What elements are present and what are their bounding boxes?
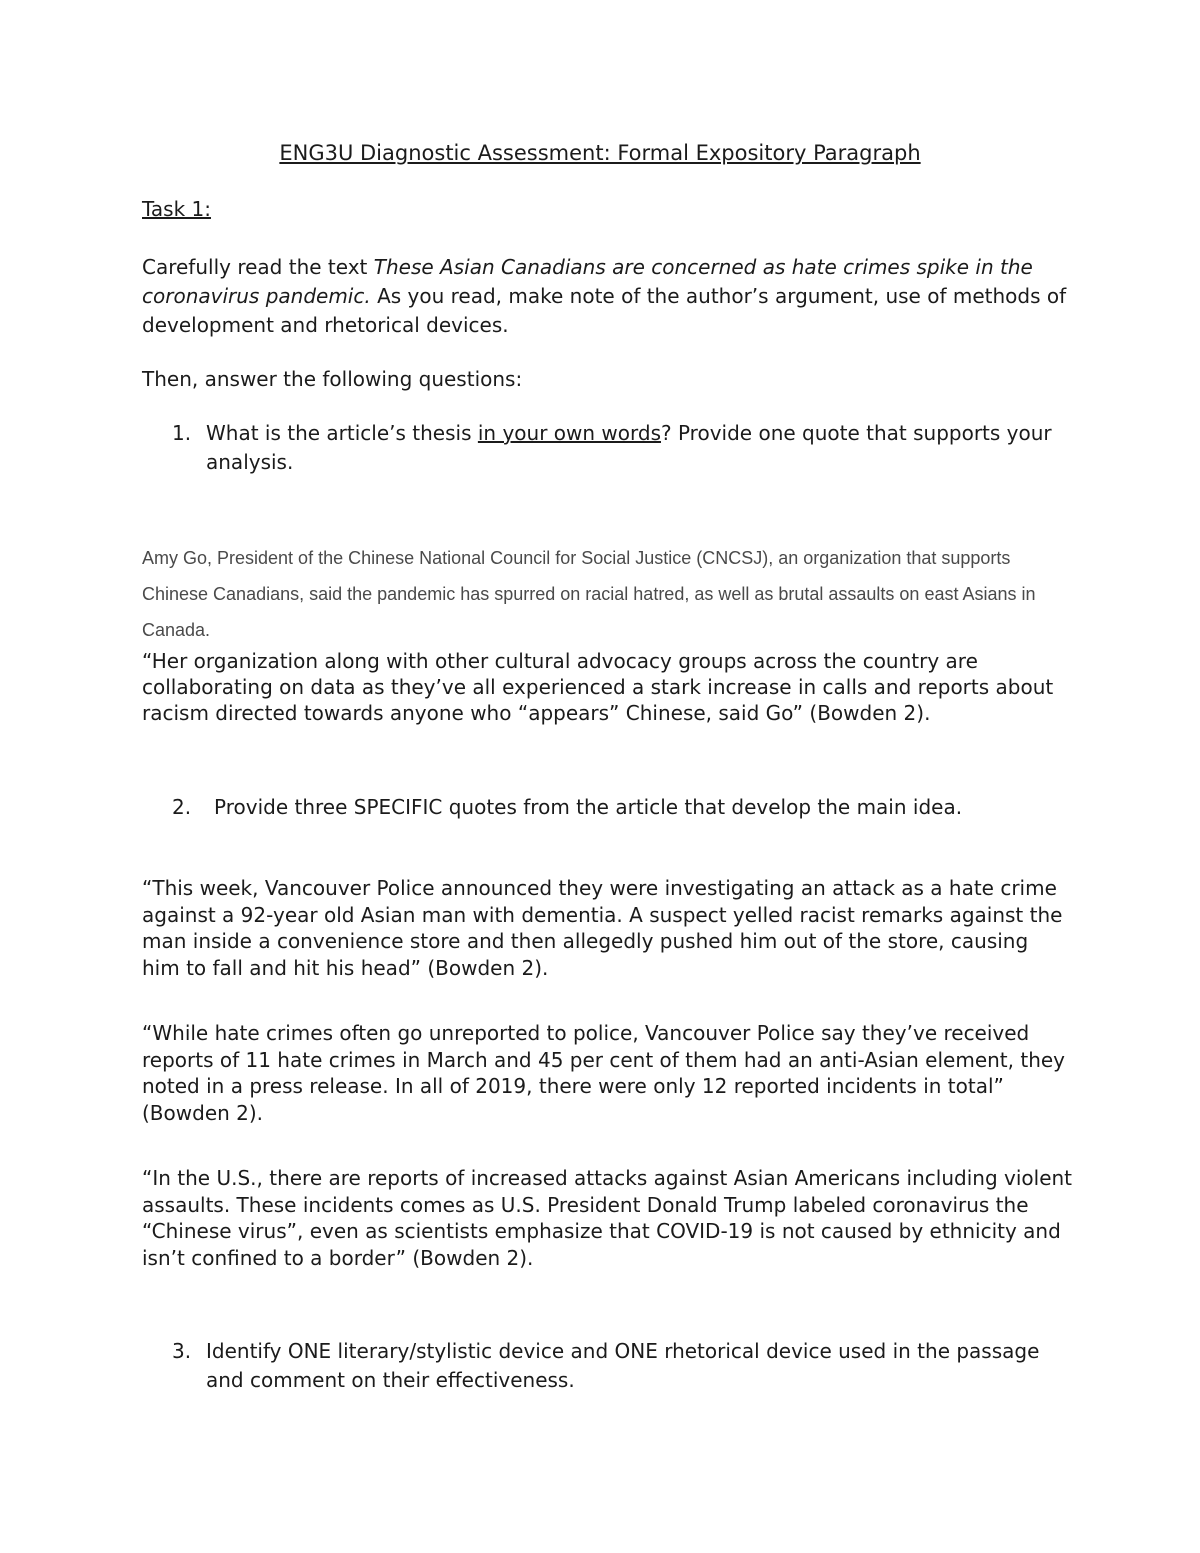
answer-2-quote-2: “While hate crimes often go unreported to police, Vancouver Police say they’ve received reports of 11 hate crimes in March and 45 per cent of them had an anti-Asian element, they noted in a press release. In all of 2019, there were only 12 reported incidents in total” (Bowden 2). xyxy=(142,1021,1066,1125)
emphasis-underlined: in your own words xyxy=(477,421,661,445)
question-number: 3. xyxy=(172,1339,192,1363)
document-title: ENG3U Diagnostic Assessment: Formal Expository Paragraph xyxy=(279,141,921,165)
intro-text-after: As you read, make note of the author’s argument, use of methods of development and rhetorical devices. xyxy=(142,284,1067,337)
article-title: These Asian Canadians are concerned as hate crimes spike in the coronavirus pandemic. xyxy=(142,255,1033,308)
intro-text-before: Carefully read the text xyxy=(142,255,374,279)
question-number: 2. xyxy=(172,795,192,819)
answer-2-quote-3: “In the U.S., there are reports of increased attacks against Asian Americans including violent assaults. These incidents comes as U.S. President Donald Trump labeled coronavirus the “Chinese virus”, even as scientists emphasize that COVID-19 is not caused by ethnicity and isn’t confined to a border” (Bowden 2). xyxy=(142,1166,1073,1270)
answer-1-quote: “Her organization along with other cultural advocacy groups across the country are collaborating on data as they’ve all experienced a stark increase in calls and reports about racism directed towards anyone who “appears” Chinese, said Go” (Bowden 2). xyxy=(142,649,1054,725)
question-text: Provide three SPECIFIC quotes from the article that develop the main idea. xyxy=(214,795,963,819)
answer-1-source-excerpt: Amy Go, President of the Chinese National Council for Social Justice (CNCSJ), an organization that supports Chinese Canadians, said the pandemic has spurred on racial hatred, as well as brutal assaults on east Asians in Canada. xyxy=(142,548,1036,640)
instructions-heading: Then, answer the following questions: xyxy=(142,367,523,391)
answer-2-quote-1: “This week, Vancouver Police announced they were investigating an attack as a hate crime against a 92-year old Asian man with dementia. A suspect yelled racist remarks against the man inside a convenience store and then allegedly pushed him out of the store, causing him to fall and hit his head” (Bowden 2). xyxy=(142,876,1063,980)
intro-paragraph xyxy=(142,253,1072,340)
question-text: What is the article’s thesis in your own words? Provide one quote that supports your analysis. xyxy=(206,421,1052,474)
question-text: Identify ONE literary/stylistic device and ONE rhetorical device used in the passage and comment on their effectiveness. xyxy=(206,1339,1040,1392)
task-label: Task 1: xyxy=(142,197,211,221)
question-number: 1. xyxy=(172,421,192,445)
